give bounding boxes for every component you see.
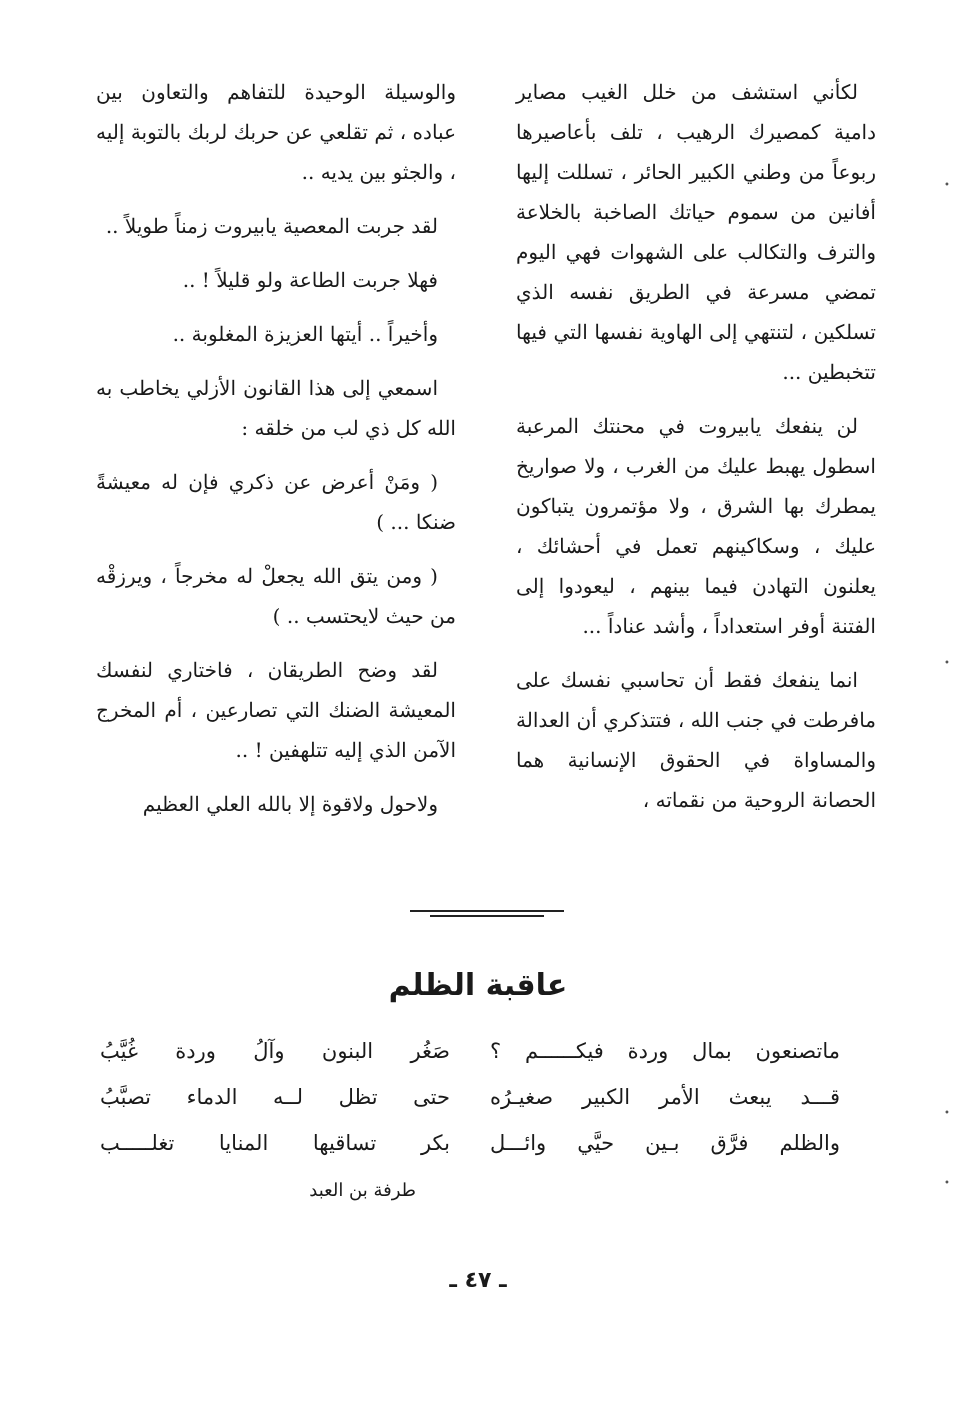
poem-verse bbox=[100, 1074, 840, 1120]
paragraph: فهلا جربت الطاعة ولو قليلاً ! .. bbox=[182, 268, 438, 292]
paragraph: لقد جربت المعصية يابيروت زمناً طويلاً .. bbox=[105, 214, 438, 238]
margin-mark: • bbox=[944, 658, 950, 669]
poet-attribution: طرفة بن العبد bbox=[309, 1180, 416, 1201]
verse-second-hemistich: بكر تساقيها المنايا تغلـــــب bbox=[100, 1131, 450, 1155]
verse-first-hemistich: قـــد يبعث الأمر الكبير صغيـرُه bbox=[490, 1085, 840, 1109]
section-divider-bottom-line bbox=[430, 915, 544, 917]
paragraph: انما ينفعك فقط أن تحاسبي نفسك على مافرطت في جنب الله ، فتتذكري أن العدالة والمساواة في الحقوق الإنسانية هما الحصانة الروحية من نقماته ، bbox=[516, 668, 876, 812]
poem bbox=[100, 1028, 840, 1166]
poem-verse bbox=[100, 1028, 840, 1074]
text-column-right bbox=[516, 72, 876, 834]
paragraph: لن ينفعك يابيروت في محنتك المرعبة اسطول يهبط عليك من الغرب ، ولا صواريخ يمطرك بها الشرق ، ولا مؤتمرون يتباكون عليك ، وسكاكينهم تعمل في أحشائك ، يعلنون التهادن فيما بينهم ، ليعودوا إلى الفتنة أوفر استعداداً ، وأشد عناداً ... bbox=[516, 414, 876, 638]
section-divider-top-line bbox=[410, 910, 564, 912]
margin-mark: • bbox=[944, 1108, 950, 1119]
paragraph: والوسيلة الوحيدة للتفاهم والتعاون بين عباده ، ثم تقلعي عن حربك لربك بالتوبة إليه ، والجثو بين يديه .. bbox=[96, 80, 456, 184]
verse-second-hemistich: حتى تظل لــه الدماء تصبَّبُ bbox=[100, 1085, 450, 1109]
verse-first-hemistich: والظلم فرَّق بـين حيَّي وائـــل bbox=[490, 1131, 840, 1155]
paragraph: وأخيراً .. أيتها العزيزة المغلوبة .. bbox=[172, 322, 438, 346]
quran-quote: ( ومن يتق الله يجعلْ له مخرجاً ، ويرزقْه من حيث لايحتسب .. ) bbox=[96, 564, 456, 628]
page-number: ـ ٤٧ ـ bbox=[449, 1268, 507, 1293]
margin-mark: • bbox=[944, 1178, 950, 1189]
paragraph: ولاحول ولاقوة إلا بالله العلي العظيم bbox=[142, 792, 438, 816]
paragraph: لقد وضح الطريقان ، فاختاري لنفسك المعيشة الضنك التي تصارعين ، أم المخرج الآمن الذي إليه تتلهفين ! .. bbox=[96, 658, 456, 762]
verse-second-hemistich: صَغُر البنون وآلُ وردة غُيَّبُ bbox=[100, 1039, 450, 1063]
margin-mark: • bbox=[944, 180, 950, 191]
quran-quote: ( ومَنْ أعرض عن ذكري فإن له معيشةً ضنكا ... ) bbox=[96, 470, 456, 534]
paragraph: اسمعي إلى هذا القانون الأزلي يخاطب به الله كل ذي لب من خلقه : bbox=[96, 376, 456, 440]
verse-first-hemistich: ماتصنعون بمال وردة فيكــــــم ؟ bbox=[490, 1039, 840, 1063]
section-heading: عاقبة الظلم bbox=[388, 968, 568, 1003]
text-column-left bbox=[96, 72, 456, 838]
poem-verse bbox=[100, 1120, 840, 1166]
paragraph: لكأني استشف من خلل الغيب مصاير دامية كمصيرك الرهيب ، تلف بأعاصيرها ربوعاً من وطني الكبير الحائر ، تسللت إليها أفانين من سموم حياتك الصاخبة بالخلاعة والترف والتكالب على الشهوات فهي اليوم تمضي مسرعة في الطريق نفسه الذي تسلكين ، لتنتهي إلى الهاوية نفسها التي فيها تتخبطين ... bbox=[516, 80, 876, 384]
